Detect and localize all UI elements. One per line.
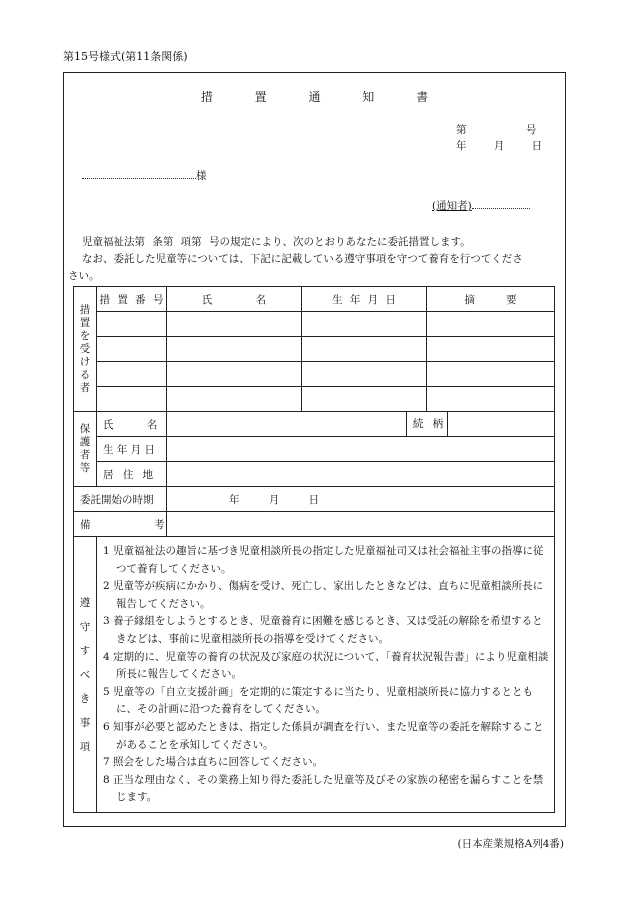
rule-item: 7 照会をした場合は直ちに回答してください。 xyxy=(103,756,324,769)
rule-item: 3 養子縁組をしようとするとき、児童養育に困難を感じるとき、又は受託の解除を希望するときなどは、事前に児童相談所長の指導を受けてください。 xyxy=(103,615,543,645)
intro-line-2: なお、委託した児童等については、下記に記載している遵守事項を守つて養育を行つてくださ xyxy=(82,253,523,265)
guardian-birthdate-value[interactable] xyxy=(167,437,555,462)
col-child-birthdate: 生 年 月 日 xyxy=(302,287,427,312)
intro-line-3: さい。 xyxy=(68,270,100,282)
cell-birth-1[interactable] xyxy=(302,312,427,337)
addressee-blank xyxy=(82,178,196,179)
cell-name-2[interactable] xyxy=(167,337,302,362)
guardian-name-label: 氏 名 xyxy=(97,412,167,437)
rule-item: 6 知事が必要と認めたときは、指定した係員が調査を行い、また児童等の委託を解除することがあることを承知してください。 xyxy=(103,720,544,751)
notifier xyxy=(432,198,530,213)
document-title: 措 置 通 知 書 xyxy=(200,90,430,104)
cell-measure-4[interactable] xyxy=(97,387,167,412)
cell-measure-2[interactable] xyxy=(97,337,167,362)
intro-line-1: 児童福祉法第 条第 項第 号の規定により、次のとおりあなたに委託措置します。 xyxy=(82,236,471,248)
cell-name-1[interactable] xyxy=(167,312,302,337)
cell-summary-4[interactable] xyxy=(427,387,555,412)
remarks-value[interactable] xyxy=(167,512,555,537)
section-guardian-label: 保護者等 xyxy=(74,412,97,487)
start-value[interactable]: 年 月 日 xyxy=(167,487,555,512)
addressee-suffix: 様 xyxy=(196,170,207,182)
rule-item: 1 児童福祉法の趣旨に基づき児童相談所長の指定した児童福祉司又は社会福祉主事の指導に従つて養育してください。 xyxy=(103,545,544,575)
cell-summary-2[interactable] xyxy=(427,337,555,362)
section-rules-label: 遵守すべき事項 xyxy=(74,537,97,813)
guardian-address-value[interactable] xyxy=(167,462,555,487)
guardian-address-label: 居 住 地 xyxy=(97,462,167,487)
guardian-birthdate-label: 生 年 月 日 xyxy=(97,437,167,462)
cell-name-4[interactable] xyxy=(167,387,302,412)
guardian-relation-label: 続 柄 xyxy=(409,412,448,436)
guardian-relation-cell xyxy=(407,412,555,437)
rules-list xyxy=(97,537,555,813)
rule-item: 5 児童等の「自立支援計画」を定期的に策定するに当たり、児童相談所長に協力するとともに、その計画に沿つた養育をしてください。 xyxy=(103,685,534,716)
cell-birth-3[interactable] xyxy=(302,362,427,387)
notifier-label: (通知者) xyxy=(432,200,472,212)
cell-summary-3[interactable] xyxy=(427,362,555,387)
cell-birth-4[interactable] xyxy=(302,387,427,412)
notice-table xyxy=(73,286,555,813)
remarks-label: 備 考 xyxy=(74,512,167,537)
rule-item: 2 児童等が疾病にかかり、傷病を受け、死亡し、家出したときなどは、直ちに児童相談所長に報告してください。 xyxy=(103,580,544,610)
addressee xyxy=(82,168,207,183)
col-summary: 摘 要 xyxy=(427,287,555,312)
notifier-blank xyxy=(472,208,530,209)
cell-birth-2[interactable] xyxy=(302,337,427,362)
section-child-label: 措置を受ける者 xyxy=(74,287,97,412)
document-date: 年 月 日 xyxy=(456,140,543,152)
col-child-name: 氏 名 xyxy=(167,287,302,312)
guardian-name-value[interactable] xyxy=(167,412,407,437)
col-measure-number: 措 置 番 号 xyxy=(97,287,167,312)
cell-measure-3[interactable] xyxy=(97,362,167,387)
rule-item: 4 定期的に、児童等の養育の状況及び家庭の状況について、「養育状況報告書」により児童相談所長に報告してください。 xyxy=(103,650,549,681)
cell-summary-1[interactable] xyxy=(427,312,555,337)
cell-measure-1[interactable] xyxy=(97,312,167,337)
cell-name-3[interactable] xyxy=(167,362,302,387)
document-number: 第 号 xyxy=(456,124,537,136)
footer-standard: (日本産業規格A列4番) xyxy=(457,838,564,850)
start-label: 委託開始の時期 xyxy=(74,487,167,512)
rule-item: 8 正当な理由なく、その業務上知り得た委託した児童等及びその家族の秘密を漏らすことを禁じます。 xyxy=(103,773,544,804)
form-reference: 第15号様式(第11条関係) xyxy=(63,50,188,63)
